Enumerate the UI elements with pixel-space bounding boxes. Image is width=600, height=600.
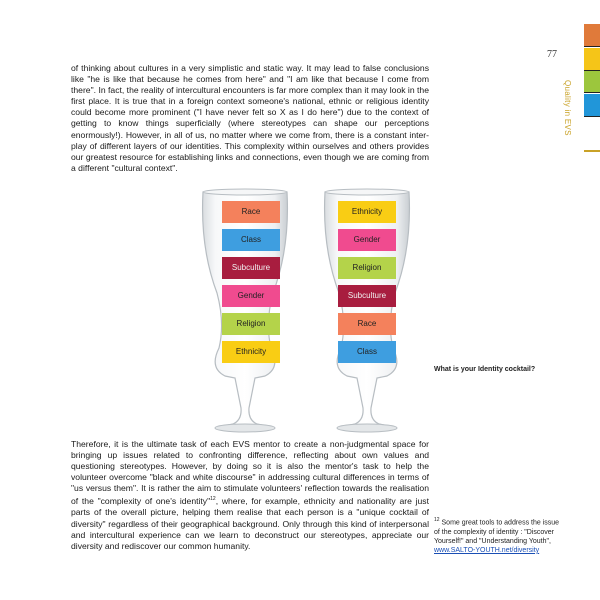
identity-layer-ethnicity: Ethnicity xyxy=(338,201,396,223)
chapter-tab-yellow xyxy=(584,48,600,70)
identity-layer-race: Race xyxy=(338,313,396,335)
identity-layer-class: Class xyxy=(338,341,396,363)
chapter-tab-orange xyxy=(584,24,600,46)
tab-divider xyxy=(584,70,600,71)
tab-underline xyxy=(584,150,600,152)
identity-layer-religion: Religion xyxy=(222,313,280,335)
body-paragraph-bottom-end: , where, for example, ethnicity and nationality are just parts of the overall picture, helping them realise that each person is a "unique cocktail of diversity" regardless of their geographical background. Only through this kind of interpersonal and intercultural experience can we learn to deconstruct our stereotypes, appreciate our diversity and rediscover our common humanity. xyxy=(71,496,429,551)
chapter-tabs xyxy=(584,0,600,150)
cocktail-glasses-drawing xyxy=(195,188,435,433)
body-paragraph-bottom xyxy=(71,439,429,552)
chapter-tab-green xyxy=(584,70,600,92)
identity-layer-race: Race xyxy=(222,201,280,223)
body-paragraph-top: of thinking about cultures in a very simplistic and static way. It may lead to false conclusions like "he is like that because he comes from here" and "I am like that because I come from there". In fact, the reality of intercultural encounters is far more complex than it may look in the first place. It is true that in a foreign context someone's national, ethnic or religious identity could become more prominent ("I have never felt so X as I do here") due to the context of getting to know things superficially (where stereotypes can shape our perceptions enormously!). However, in all of us, no matter where we come from, there is a constant inter-play of different layers of our identities. This complexity within ourselves and others provides our greatest resource for establishing links and connections, even though we are coming from a different "cultural context". xyxy=(71,63,429,173)
identity-cocktail-figure xyxy=(195,188,435,433)
footnote xyxy=(434,516,564,555)
identity-layer-class: Class xyxy=(222,229,280,251)
identity-layer-gender: Gender xyxy=(222,285,280,307)
tab-divider xyxy=(584,116,600,117)
identity-layer-subculture: Subculture xyxy=(222,257,280,279)
footnote-reference: 12 xyxy=(210,496,216,503)
chapter-tab-blue xyxy=(584,94,600,116)
left-glass xyxy=(203,189,288,432)
identity-layer-gender: Gender xyxy=(338,229,396,251)
footnote-number: 12 xyxy=(434,517,440,523)
footnote-text: Some great tools to address the issue of the complexity of identity : "Discover Yourself!" and "Understanding Youth", xyxy=(434,519,560,545)
tab-divider xyxy=(584,46,600,47)
footnote-link[interactable]: www.SALTO-YOUTH.net/diversity xyxy=(434,546,540,554)
identity-layer-ethnicity: Ethnicity xyxy=(222,341,280,363)
page-number: 77 xyxy=(547,49,557,60)
right-glass xyxy=(325,189,410,432)
identity-layer-religion: Religion xyxy=(338,257,396,279)
identity-layer-subculture: Subculture xyxy=(338,285,396,307)
body-paragraph-bottom-start: Therefore, it is the ultimate task of each EVS mentor to create a non-judgmental space for bringing up issues related to confronting difference, reflecting about own values and questioning stereotypes. However, by doing so it is also the mentor's task to help the volunteer overcome "black and white discourse" in addressing cultural differences in terms of "us versus them". It is rather the aim to stimulate volunteers' reflection towards the realisation of the "complexity of one's identity" xyxy=(71,439,429,507)
tab-divider xyxy=(584,92,600,93)
figure-caption: What is your Identity cocktail? xyxy=(434,366,536,373)
section-side-title: Quality in EVS xyxy=(563,80,572,136)
